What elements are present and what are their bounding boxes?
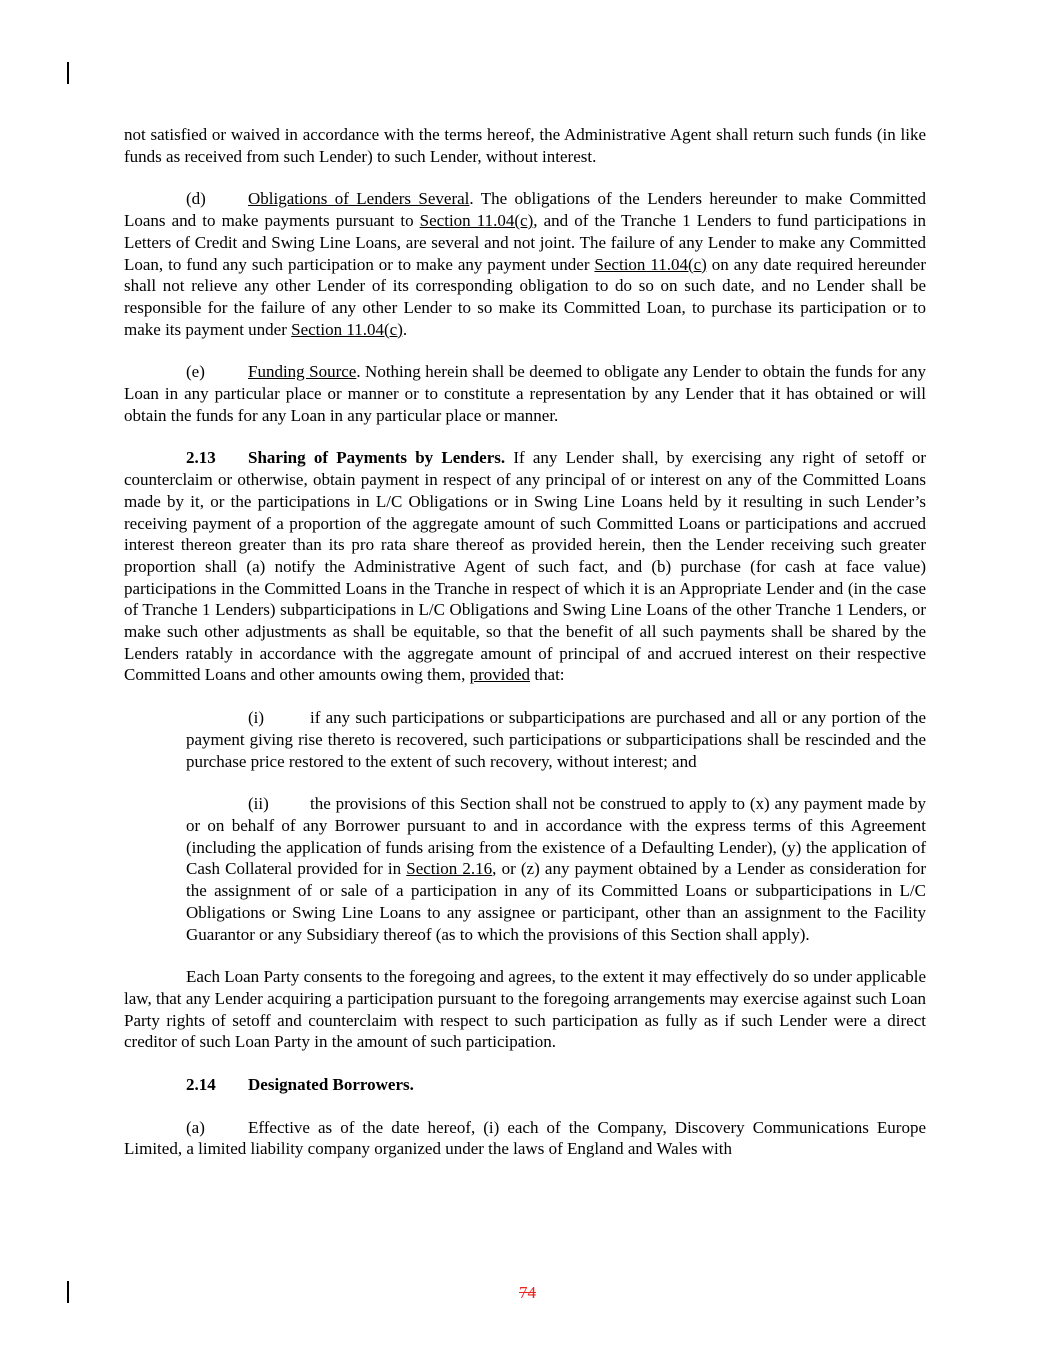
label-a: (a) — [186, 1117, 205, 1137]
change-bar-top — [67, 62, 69, 84]
section-heading: Sharing of Payments by Lenders. — [248, 448, 506, 468]
paragraph-a: (a) Effective as of the date hereof, (i) each of the Company, Discovery Communications Europe Limited, a limited liability company organized under the laws of England and Wales with — [124, 1117, 926, 1159]
provided-term: provided — [469, 665, 531, 685]
section-ref-2-16: Section 2.16 — [406, 859, 493, 879]
section-ref-11-04c: Section 11.04(c) — [419, 211, 534, 231]
heading-obligations: Obligations of Lenders Several — [248, 189, 470, 209]
clause-i: (i) if any such participations or subparticipations are purchased and all or any portion of the payment giving rise thereto is recovered, such participations or subparticipations shall be rescinded and the purchase price restored to the extent of such recovery, without interest; and — [186, 708, 926, 771]
heading-funding-source: Funding Source — [248, 362, 357, 382]
section-ref-11-04c: Section 11.04(c) — [594, 254, 707, 274]
section-number: 2.14 — [186, 1075, 216, 1095]
page-number: 74 — [519, 1283, 536, 1302]
section-2-13: 2.13 Sharing of Payments by Lenders. If any Lender shall, by exercising any right of setoff or counterclaim or otherwise, obtain payment in respect of any principal of or interest on any of the Committed Loans made by it, or the participations in L/C Obligations or in Swing Line Loans held by it resulting in such Lender’s receiving payment of a proportion of the aggregate amount of such Committed Loans or participations and accrued interest thereon greater than its pro rata share thereof as provided herein, then the Lender receiving such greater proportion shall (a) notify the Administrative Agent of such fact, and (b) purchase (for cash at face value) participations in the Committed Loans in the Tranche in respect of which it is an Appropriate Lender and (in the case of Tranche 1 Lenders) subparticipations in L/C Obligations and Swing Line Loans of the other Tranche 1 Lenders, or make such other adjustments as shall be equitable, so that the benefit of all such payments shall be shared by the Lenders ratably in accordance with the aggregate amount of principal of and accrued interest on their respective Committed Loans and other amounts owing them, provided that: — [124, 448, 926, 685]
paragraph-d: (d) Obligations of Lenders Several. The obligations of the Lenders hereunder to make Committed Loans and to make payments pursuant to Section 11.04(c), and of the Tranche 1 Lenders to fund participations in Letters of Credit and Swing Line Loans, are several and not joint. The failure of any Lender to make any Committed Loan, to fund any such participation or to make any payment under Section 11.04(c) on any date required hereunder shall not relieve any other Lender of its corresponding obligation to do so on such date, and no Lender shall be responsible for the failure of any other Lender to so make its Committed Loan, to purchase its participation or to make its payment under Section 11.04(c). — [124, 189, 927, 339]
clause-ii: (ii) the provisions of this Section shall not be construed to apply to (x) any payment made by or on behalf of any Borrower pursuant to and in accordance with the express terms of this Agreement (including the application of funds arising from the existence of a Defaulting Lender), (y) the application of Cash Collateral provided for in Section 2.16, or (z) any payment obtained by a Lender as consideration for the assignment of or sale of a participation in any of its Committed Loans or subparticipations in L/C Obligations or Swing Line Loans to any assignee or participant, other than an assignment to the Facility Guarantor or any Subsidiary thereof (as to which the provisions of this Section shall apply). — [186, 794, 926, 944]
label-e: (e) — [186, 362, 205, 382]
label-ii: (ii) — [248, 794, 269, 814]
document-body — [124, 124, 926, 1181]
section-2-14 — [124, 1074, 926, 1096]
label-d: (d) — [186, 189, 206, 209]
section-ref-11-04c: Section 11.04(c) — [291, 319, 403, 339]
section-number: 2.13 — [186, 448, 216, 468]
paragraph-e: (e) Funding Source. Nothing herein shall be deemed to obligate any Lender to obtain the funds for any Loan in any particular place or manner or to constitute a representation by any Lender that it has obtained or will obtain the funds for any Loan in any particular place or manner. — [124, 362, 926, 425]
section-heading: Designated Borrowers. — [248, 1075, 414, 1095]
paragraph-continuation: not satisfied or waived in accordance with the terms hereof, the Administrative Agent shall return such funds (in like funds as received from such Lender) to such Lender, without interest. — [124, 125, 926, 166]
label-i: (i) — [248, 708, 265, 728]
paragraph-consent: Each Loan Party consents to the foregoing and agrees, to the extent it may effectively do so under applicable law, that any Lender acquiring a participation pursuant to the foregoing arrangements may exercise against such Loan Party rights of setoff and counterclaim with respect to such participation as fully as if such Lender were a direct creditor of such Loan Party in the amount of such participation. — [124, 967, 926, 1052]
